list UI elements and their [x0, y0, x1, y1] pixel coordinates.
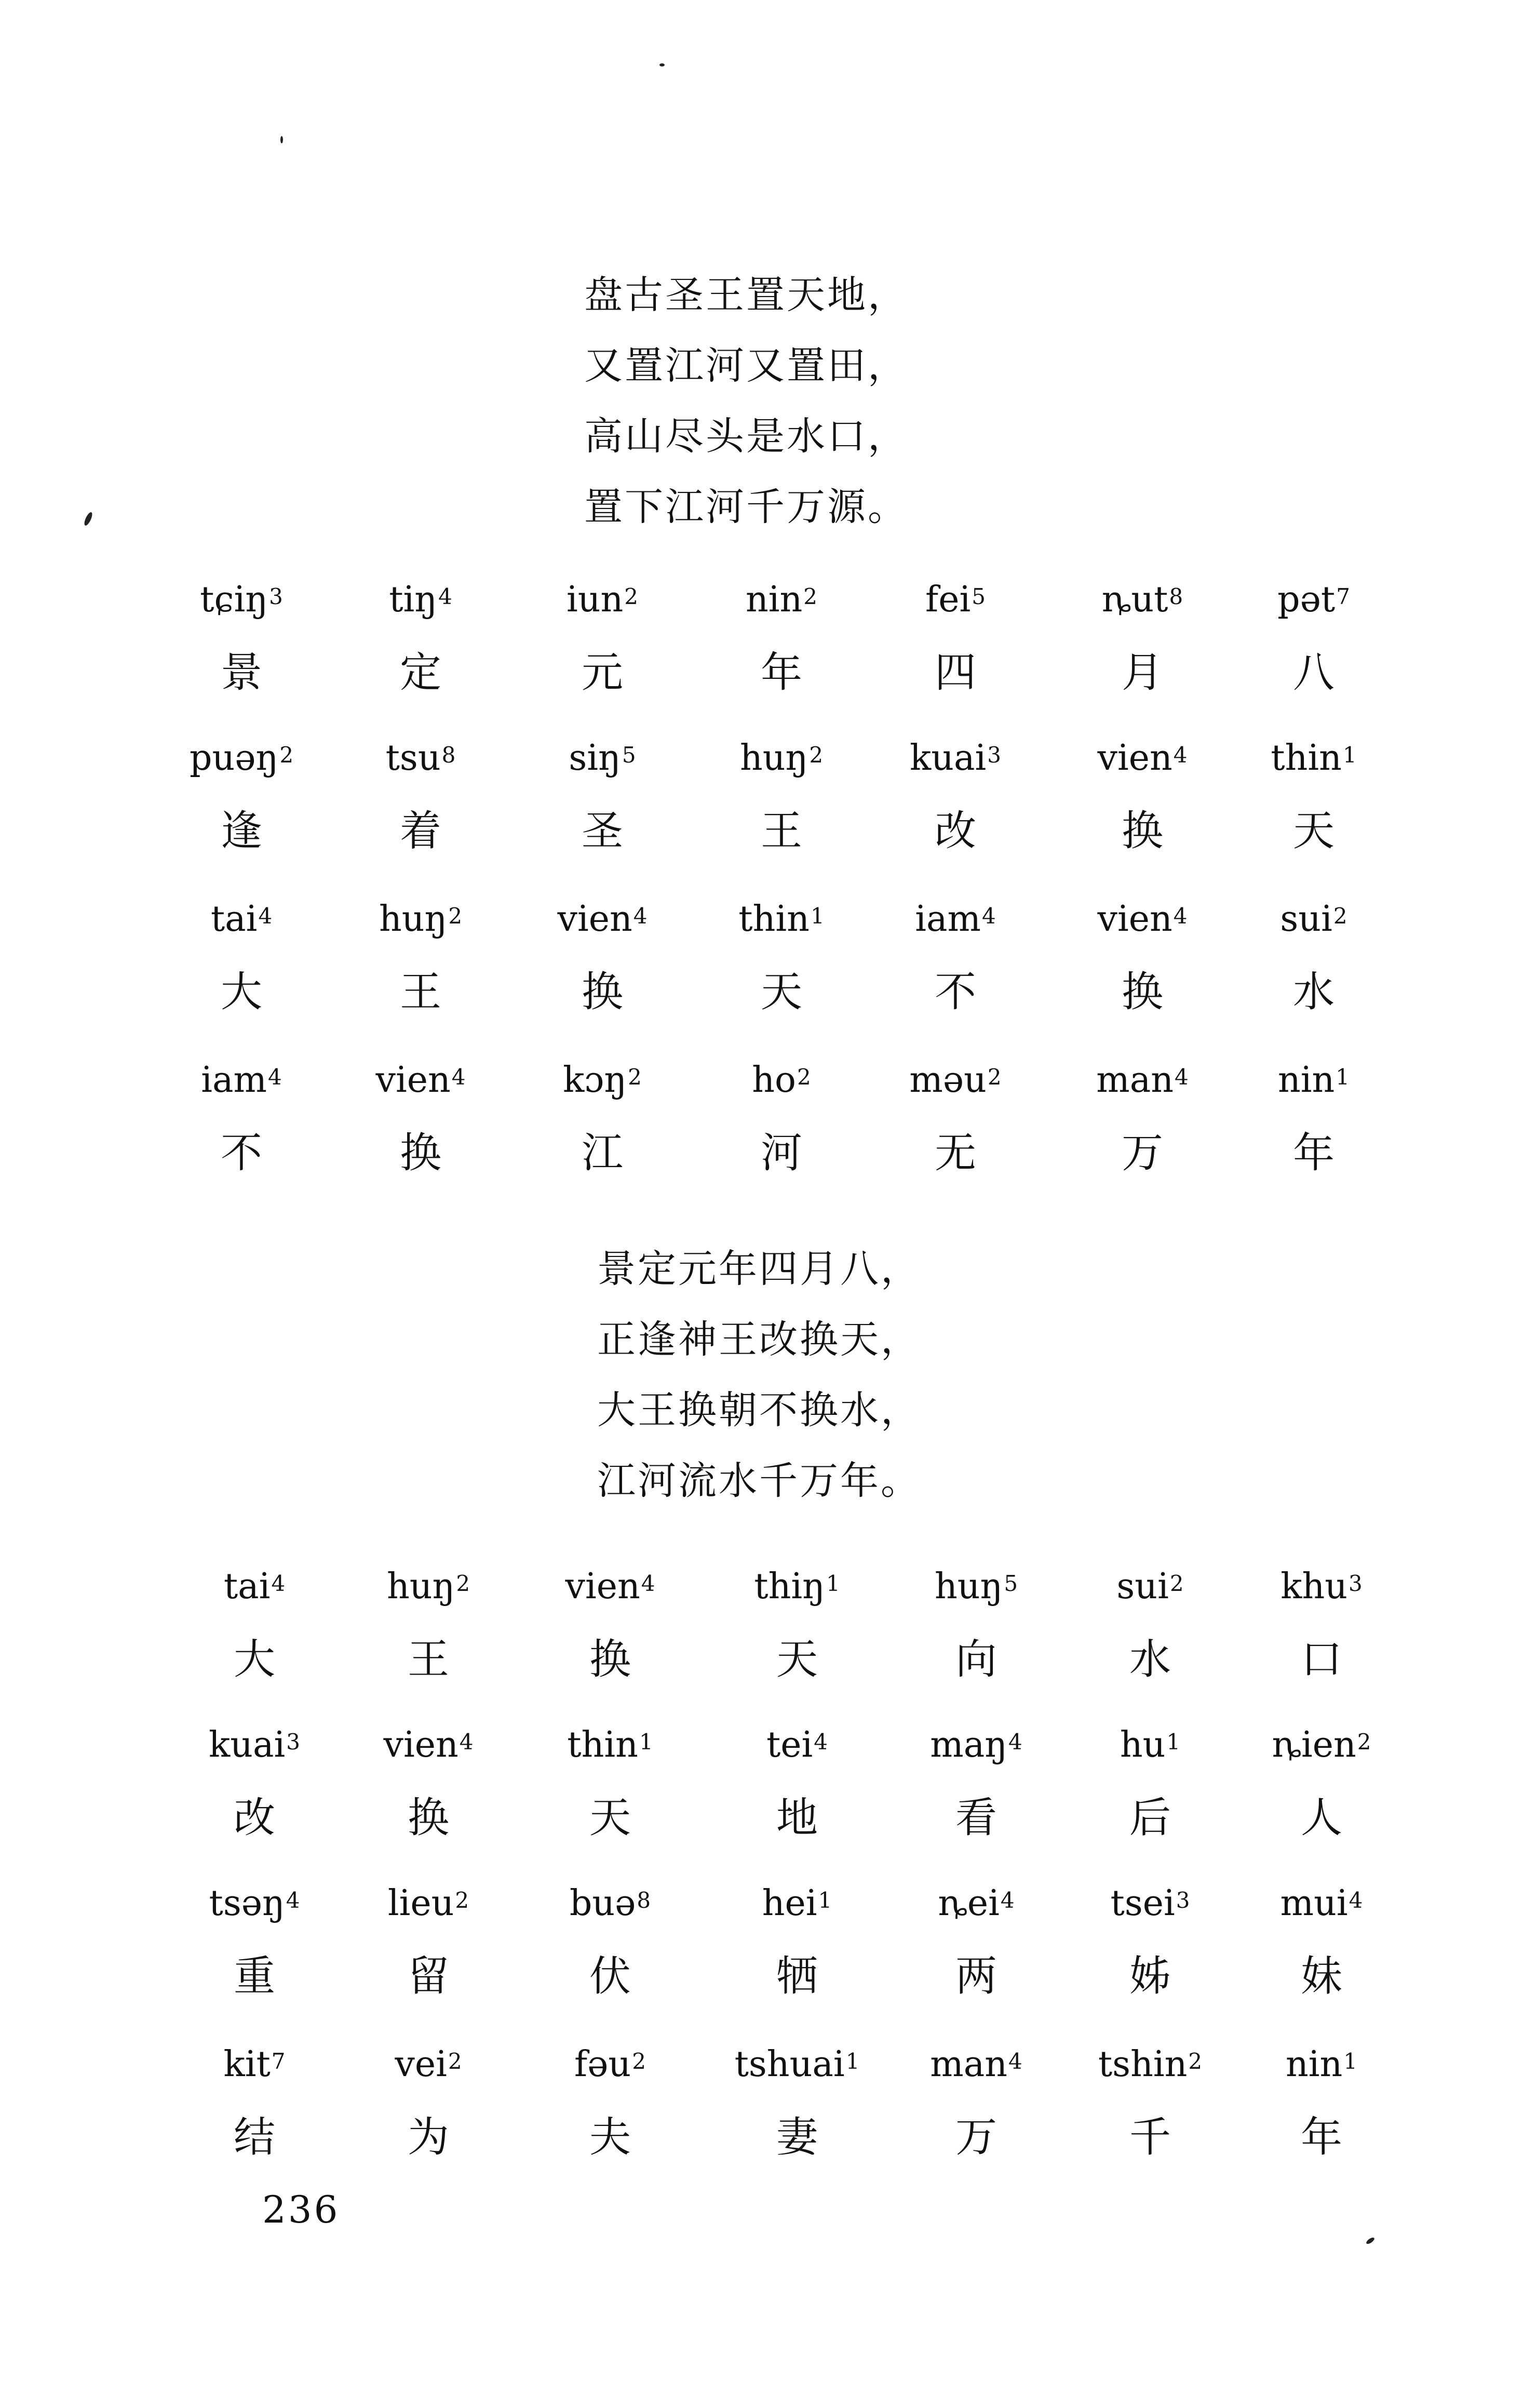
syllable-cell — [343, 1724, 514, 1841]
chinese-character: 后 — [1129, 1794, 1171, 1842]
romanization — [524, 1883, 696, 1924]
tone-number: 2 — [455, 1888, 469, 1913]
syllable-cell — [156, 738, 327, 854]
syllable-cell — [169, 1883, 340, 2000]
chinese-character: 定 — [400, 648, 441, 697]
syllable-text: vien — [1097, 899, 1172, 940]
verse-line: 江河流水千万年。 — [597, 1459, 921, 1503]
romanization — [696, 1060, 867, 1101]
romanization — [1057, 579, 1228, 621]
syllable-cell — [524, 1724, 696, 1841]
chinese-character: 王 — [400, 968, 441, 1016]
syllable-cell — [1236, 2044, 1407, 2161]
syllable-text: thin — [1271, 738, 1342, 779]
syllable-text: nin — [745, 579, 803, 620]
tone-number: 3 — [987, 742, 1002, 768]
chinese-character: 牺 — [776, 1952, 818, 2000]
chinese-character: 天 — [589, 1794, 631, 1842]
tone-number: 4 — [1173, 742, 1188, 768]
tone-number: 7 — [1336, 584, 1350, 609]
chinese-character: 换 — [589, 1635, 631, 1683]
romanization — [524, 2044, 696, 2085]
chinese-character: 不 — [935, 968, 976, 1016]
verse-line: 盘古圣王置天地， — [584, 273, 908, 317]
syllable-cell — [169, 2044, 340, 2161]
tone-number: 2 — [448, 2049, 462, 2074]
chinese-character: 夫 — [589, 2113, 631, 2161]
tone-number: 1 — [1336, 1064, 1350, 1090]
syllable-text: nin — [1277, 1060, 1335, 1101]
chinese-character: 换 — [1122, 807, 1163, 855]
syllable-cell — [335, 579, 506, 696]
chinese-character: 八 — [1293, 648, 1334, 697]
romanization — [870, 1060, 1041, 1101]
verse-line: 景定元年四月八， — [597, 1247, 921, 1291]
chinese-character: 水 — [1129, 1635, 1171, 1683]
chinese-character: 伏 — [589, 1952, 631, 2000]
scan-speck — [280, 136, 283, 143]
chinese-character: 月 — [1122, 648, 1163, 697]
syllable-cell — [335, 899, 506, 1015]
chinese-character: 天 — [776, 1635, 818, 1683]
romanization — [870, 579, 1041, 621]
tone-number: 4 — [459, 1729, 474, 1755]
syllable-cell — [891, 2044, 1062, 2161]
syllable-text: huŋ — [934, 1566, 1003, 1607]
romanization — [335, 579, 506, 621]
tone-number: 4 — [1349, 1888, 1363, 1913]
tone-number: 2 — [1357, 1729, 1371, 1755]
tone-number: 1 — [845, 2049, 860, 2074]
chinese-character: 万 — [955, 2113, 997, 2161]
syllable-text: sui — [1280, 899, 1332, 940]
syllable-cell — [517, 738, 688, 854]
tone-number: 1 — [810, 903, 825, 929]
syllable-text: maŋ — [930, 1724, 1008, 1765]
romanization — [1236, 1566, 1407, 1608]
tone-number: 4 — [814, 1729, 828, 1755]
syllable-cell — [1064, 1883, 1236, 2000]
chinese-character: 江 — [582, 1129, 623, 1177]
romanization — [517, 899, 688, 940]
syllable-cell — [1236, 1724, 1407, 1841]
romanization — [711, 1883, 883, 1924]
chinese-character: 逢 — [221, 807, 262, 855]
syllable-text: kit — [223, 2044, 271, 2085]
syllable-cell — [1228, 1060, 1399, 1176]
tone-number: 8 — [1169, 584, 1183, 609]
tone-number: 4 — [451, 1064, 466, 1090]
chinese-character: 换 — [1122, 968, 1163, 1016]
romanization — [343, 1566, 514, 1608]
romanization — [156, 899, 327, 940]
romanization — [891, 1883, 1062, 1924]
tone-number: 4 — [258, 903, 273, 929]
syllable-text: tsəŋ — [209, 1883, 285, 1924]
romanization — [1057, 899, 1228, 940]
syllable-cell — [711, 1883, 883, 2000]
syllable-text: tɕiŋ — [200, 579, 268, 620]
romanization — [335, 1060, 506, 1101]
syllable-text: hei — [762, 1883, 817, 1924]
chinese-character: 景 — [221, 648, 262, 697]
romanization — [1236, 2044, 1407, 2085]
tone-number: 4 — [1173, 903, 1188, 929]
chinese-character: 留 — [408, 1952, 449, 2000]
syllable-cell — [891, 1566, 1062, 1683]
chinese-character: 姊 — [1129, 1952, 1171, 2000]
romanization — [1228, 899, 1399, 940]
chinese-character: 向 — [955, 1635, 997, 1683]
syllable-text: vien — [375, 1060, 451, 1101]
scan-speck — [659, 63, 665, 66]
romanization — [343, 1724, 514, 1766]
syllable-text: pət — [1277, 579, 1336, 620]
romanization — [524, 1566, 696, 1608]
romanization — [1228, 579, 1399, 621]
chinese-character: 元 — [582, 648, 623, 697]
syllable-text: man — [1096, 1060, 1174, 1101]
romanization — [711, 1724, 883, 1766]
tone-number: 7 — [271, 2049, 286, 2074]
syllable-cell — [891, 1724, 1062, 1841]
tone-number: 2 — [279, 742, 294, 768]
syllable-cell — [343, 1883, 514, 2000]
syllable-cell — [1057, 899, 1228, 1015]
romanization — [343, 1883, 514, 1924]
romanization — [1236, 1883, 1407, 1924]
romanization — [891, 2044, 1062, 2085]
chinese-character: 王 — [761, 807, 802, 855]
tone-number: 1 — [818, 1888, 832, 1913]
chinese-character: 年 — [761, 648, 802, 697]
syllable-cell — [335, 1060, 506, 1176]
tone-number: 2 — [448, 903, 463, 929]
syllable-cell — [1228, 579, 1399, 696]
romanization — [335, 899, 506, 940]
tone-number: 8 — [441, 742, 456, 768]
chinese-character: 重 — [234, 1952, 275, 2000]
syllable-cell — [156, 1060, 327, 1176]
tone-number: 4 — [286, 1888, 300, 1913]
tone-number: 2 — [987, 1064, 1002, 1090]
syllable-cell — [1228, 738, 1399, 854]
syllable-text: vei — [395, 2044, 447, 2085]
chinese-character: 两 — [955, 1952, 997, 2000]
syllable-cell — [1064, 2044, 1236, 2161]
syllable-text: kuai — [208, 1724, 286, 1765]
tone-number: 4 — [1175, 1064, 1189, 1090]
syllable-text: fəu — [574, 2044, 631, 2085]
syllable-text: buə — [569, 1883, 636, 1924]
syllable-text: hu — [1120, 1724, 1166, 1765]
syllable-text: huŋ — [379, 899, 448, 940]
verse-line: 置下江河千万源。 — [584, 485, 908, 529]
syllable-cell — [1057, 738, 1228, 854]
tone-number: 5 — [1004, 1571, 1018, 1596]
tone-number: 4 — [633, 903, 648, 929]
tone-number: 1 — [1342, 742, 1357, 768]
romanization — [891, 1566, 1062, 1608]
tone-number: 2 — [803, 584, 818, 609]
syllable-text: khu — [1280, 1566, 1348, 1607]
tone-number: 4 — [982, 903, 996, 929]
syllable-cell — [1064, 1724, 1236, 1841]
verse-line: 又置江河又置田， — [584, 343, 908, 388]
romanization — [891, 1724, 1062, 1766]
syllable-cell — [517, 899, 688, 1015]
syllable-cell — [696, 738, 867, 854]
romanization — [1228, 1060, 1399, 1101]
tone-number: 4 — [641, 1571, 655, 1596]
chinese-character: 年 — [1301, 2113, 1342, 2161]
romanization — [870, 738, 1041, 779]
syllable-cell — [870, 738, 1041, 854]
tone-number: 2 — [624, 584, 639, 609]
romanization — [696, 579, 867, 621]
romanization — [169, 1566, 340, 1608]
syllable-text: fei — [925, 579, 971, 620]
syllable-cell — [696, 579, 867, 696]
chinese-character: 不 — [221, 1129, 262, 1177]
tone-number: 2 — [797, 1064, 811, 1090]
chinese-character: 换 — [408, 1794, 449, 1842]
syllable-text: iam — [201, 1060, 267, 1101]
romanization — [1228, 738, 1399, 779]
tone-number: 5 — [972, 584, 986, 609]
chinese-character: 地 — [776, 1794, 818, 1842]
verse-line: 大王换朝不换水， — [597, 1388, 921, 1433]
syllable-cell — [1057, 1060, 1228, 1176]
syllable-cell — [711, 1724, 883, 1841]
syllable-text: vien — [565, 1566, 640, 1607]
romanization — [711, 2044, 883, 2085]
chinese-character: 着 — [400, 807, 441, 855]
syllable-cell — [870, 899, 1041, 1015]
tone-number: 2 — [1333, 903, 1347, 929]
romanization — [1064, 1883, 1236, 1924]
syllable-cell — [524, 1566, 696, 1683]
romanization — [870, 899, 1041, 940]
romanization — [696, 738, 867, 779]
romanization — [343, 2044, 514, 2085]
syllable-text: nin — [1285, 2044, 1343, 2085]
tone-number: 4 — [1000, 1888, 1015, 1913]
tone-number: 2 — [1169, 1571, 1184, 1596]
syllable-cell — [524, 1883, 696, 2000]
chinese-character: 大 — [234, 1635, 275, 1683]
chinese-character: 年 — [1293, 1129, 1334, 1177]
romanization — [696, 899, 867, 940]
romanization — [335, 738, 506, 779]
chinese-character: 改 — [234, 1794, 275, 1842]
syllable-text: tai — [223, 1566, 271, 1607]
syllable-cell — [343, 2044, 514, 2161]
tone-number: 4 — [268, 1064, 282, 1090]
syllable-cell — [891, 1883, 1062, 2000]
syllable-text: thiŋ — [754, 1566, 825, 1607]
syllable-text: man — [930, 2044, 1008, 2085]
page-number: 236 — [262, 2188, 340, 2231]
syllable-text: mui — [1280, 1883, 1348, 1924]
syllable-cell — [156, 579, 327, 696]
tone-number: 4 — [1008, 1729, 1022, 1755]
romanization — [1064, 1566, 1236, 1608]
syllable-text: thin — [567, 1724, 638, 1765]
verse-line: 正逢神王改换天， — [597, 1317, 921, 1362]
syllable-text: kɔŋ — [563, 1060, 627, 1101]
tone-number: 1 — [639, 1729, 653, 1755]
chinese-character: 无 — [935, 1129, 976, 1177]
syllable-cell — [169, 1566, 340, 1683]
romanization — [169, 1883, 340, 1924]
syllable-cell — [1228, 899, 1399, 1015]
tone-number: 4 — [271, 1571, 286, 1596]
chinese-character: 换 — [400, 1129, 441, 1177]
syllable-text: ȵut — [1101, 579, 1168, 620]
tone-number: 1 — [1343, 2049, 1358, 2074]
syllable-text: puəŋ — [189, 738, 279, 779]
romanization — [517, 738, 688, 779]
chinese-character: 天 — [1293, 807, 1334, 855]
chinese-character: 结 — [234, 2113, 275, 2161]
chinese-character: 河 — [761, 1129, 802, 1177]
syllable-cell — [156, 899, 327, 1015]
tone-number: 8 — [637, 1888, 651, 1913]
syllable-text: tsu — [385, 738, 441, 779]
tone-number: 2 — [628, 1064, 642, 1090]
romanization — [156, 738, 327, 779]
syllable-text: tai — [210, 899, 258, 940]
romanization — [1064, 1724, 1236, 1766]
syllable-cell — [1057, 579, 1228, 696]
syllable-text: məu — [909, 1060, 987, 1101]
syllable-cell — [696, 899, 867, 1015]
syllable-text: sui — [1116, 1566, 1169, 1607]
romanization — [1236, 1724, 1407, 1766]
romanization — [711, 1566, 883, 1608]
syllable-cell — [1236, 1566, 1407, 1683]
syllable-text: tsei — [1110, 1883, 1175, 1924]
romanization — [517, 1060, 688, 1101]
romanization — [1064, 2044, 1236, 2085]
syllable-cell — [517, 579, 688, 696]
chinese-character: 妹 — [1301, 1952, 1342, 2000]
chinese-character: 圣 — [582, 807, 623, 855]
syllable-text: huŋ — [739, 738, 808, 779]
syllable-text: ȵei — [938, 1883, 1000, 1924]
syllable-cell — [1064, 1566, 1236, 1683]
syllable-text: ho — [752, 1060, 796, 1101]
chinese-character: 改 — [935, 807, 976, 855]
tone-number: 3 — [269, 584, 283, 609]
chinese-character: 换 — [582, 968, 623, 1016]
syllable-cell — [1236, 1883, 1407, 2000]
syllable-text: tshin — [1098, 2044, 1188, 2085]
romanization — [156, 1060, 327, 1101]
romanization — [517, 579, 688, 621]
chinese-character: 大 — [221, 968, 262, 1016]
tone-number: 3 — [1176, 1888, 1190, 1913]
chinese-character: 妻 — [776, 2113, 818, 2161]
tone-number: 1 — [1166, 1729, 1181, 1755]
chinese-character: 看 — [955, 1794, 997, 1842]
syllable-cell — [870, 1060, 1041, 1176]
tone-number: 2 — [456, 1571, 470, 1596]
syllable-text: tshuai — [734, 2044, 845, 2085]
syllable-text: lieu — [387, 1883, 454, 1924]
syllable-text: ȵien — [1272, 1724, 1356, 1765]
chinese-character: 万 — [1122, 1129, 1163, 1177]
chinese-character: 为 — [408, 2113, 449, 2161]
tone-number: 4 — [438, 584, 452, 609]
tone-number: 4 — [1008, 2049, 1022, 2074]
tone-number: 3 — [1349, 1571, 1363, 1596]
chinese-character: 千 — [1129, 2113, 1171, 2161]
romanization — [524, 1724, 696, 1766]
syllable-text: huŋ — [386, 1566, 455, 1607]
syllable-cell — [335, 738, 506, 854]
syllable-text: tei — [766, 1724, 813, 1765]
chinese-character: 水 — [1293, 968, 1334, 1016]
tone-number: 1 — [826, 1571, 840, 1596]
syllable-cell — [711, 2044, 883, 2161]
syllable-text: vien — [1097, 738, 1172, 779]
syllable-text: kuai — [909, 738, 987, 779]
romanization — [1057, 1060, 1228, 1101]
syllable-cell — [343, 1566, 514, 1683]
syllable-text: iun — [566, 579, 624, 620]
tone-number: 3 — [286, 1729, 301, 1755]
chinese-character: 口 — [1301, 1635, 1342, 1683]
verse-line: 高山尽头是水口， — [584, 414, 908, 459]
romanization — [169, 1724, 340, 1766]
romanization — [156, 579, 327, 621]
chinese-character: 天 — [761, 968, 802, 1016]
syllable-text: vien — [557, 899, 632, 940]
tone-number: 5 — [622, 742, 636, 768]
syllable-cell — [169, 1724, 340, 1841]
syllable-cell — [524, 2044, 696, 2161]
romanization — [1057, 738, 1228, 779]
syllable-cell — [870, 579, 1041, 696]
tone-number: 2 — [809, 742, 824, 768]
syllable-cell — [696, 1060, 867, 1176]
syllable-cell — [711, 1566, 883, 1683]
syllable-text: siŋ — [569, 738, 621, 779]
romanization — [169, 2044, 340, 2085]
syllable-text: vien — [383, 1724, 459, 1765]
syllable-text: thin — [738, 899, 810, 940]
chinese-character: 王 — [408, 1635, 449, 1683]
tone-number: 2 — [632, 2049, 646, 2074]
syllable-cell — [517, 1060, 688, 1176]
syllable-text: tiŋ — [389, 579, 438, 620]
chinese-character: 人 — [1301, 1794, 1342, 1842]
syllable-text: iam — [915, 899, 981, 940]
tone-number: 2 — [1188, 2049, 1203, 2074]
chinese-character: 四 — [935, 648, 976, 697]
